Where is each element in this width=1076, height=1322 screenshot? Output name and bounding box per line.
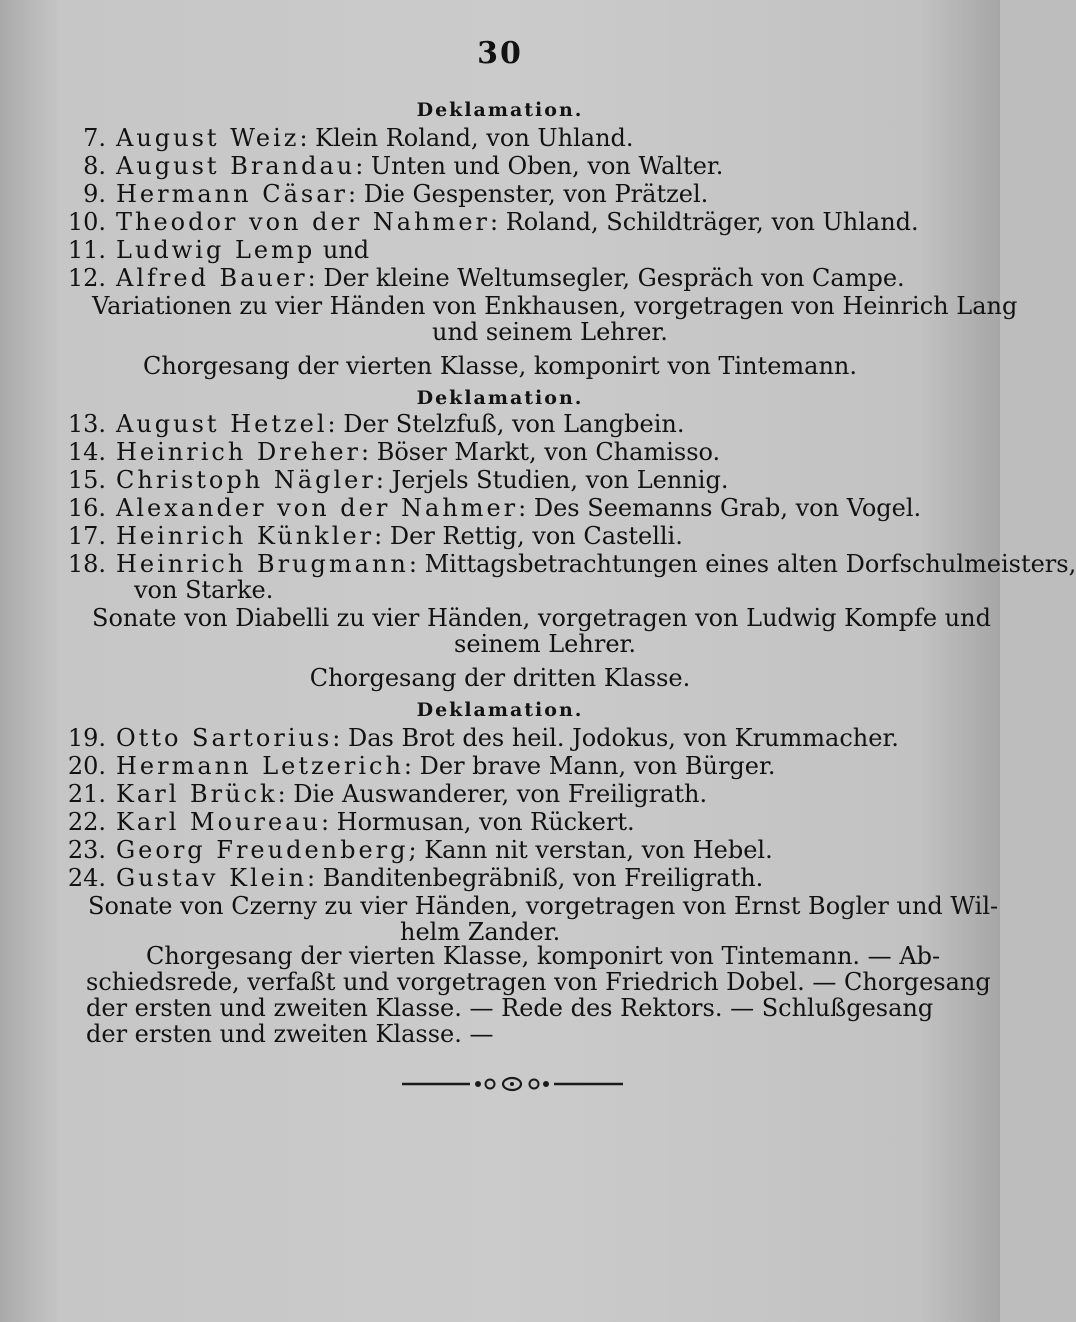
program-item-16 [62,494,921,522]
recitation-title: : Klein Roland, von Uhland. [299,124,634,152]
recitation-title: : Der kleine Weltumsegler, Gespräch von Campe. [307,264,905,292]
program-item-19 [62,724,899,752]
recitation-title: : Das Brot des heil. Jodokus, von Krummacher. [332,724,899,752]
item-number: 17. [67,522,106,550]
program-item-14 [62,438,720,466]
item-number: 21. [67,780,106,808]
recitation-title: : Hormusan, von Rückert. [320,808,635,836]
program-item-21 [62,780,707,808]
item-number: 13. [67,410,106,438]
item-number: 14. [67,438,106,466]
program-item-24 [62,864,763,892]
recitation-title: ; Kann nit verstan, von Hebel. [408,836,773,864]
section-heading-deklamation-2: Deklamation. [416,387,584,409]
performer-name: Ludwig Lemp [116,236,316,264]
program-item-10 [62,208,919,236]
recitation-title: : Mittagsbetrachtungen eines alten Dorfschulmeisters, [408,550,1076,578]
performer-name: Heinrich Brugmann [116,550,409,578]
performer-name: Alfred Bauer [116,264,308,292]
recitation-title: : Die Auswanderer, von Freiligrath. [277,780,708,808]
item-number: 15. [67,466,106,494]
recitation-title: : Jerjels Studien, von Lennig. [375,466,729,494]
performer-name: Heinrich Dreher [116,438,361,466]
performer-name: Alexander von der Nahmer [116,494,519,522]
item-number: 10. [67,208,106,236]
recitation-title: : Der Rettig, von Castelli. [374,522,683,550]
item-number: 19. [67,724,106,752]
closing-paragraph-line-1: Chorgesang der vierten Klasse, komponirt von Tintemann. — Ab- [146,942,941,970]
program-item-7 [62,124,634,152]
program-item-15 [62,466,728,494]
sonate-czerny-line-1: Sonate von Czerny zu vier Händen, vorgetragen von Ernst Bogler und Wil- [88,892,999,920]
chorgesang-heading-1: Chorgesang der vierten Klasse, komponirt von Tintemann. [142,352,858,380]
recitation-title: : Die Gespenster, von Prätzel. [347,180,709,208]
program-item-9 [62,180,708,208]
performer-name: Christoph Nägler [116,466,376,494]
performer-name: Karl Brück [116,780,278,808]
sonate-diabelli-line-1: Sonate von Diabelli zu vier Händen, vorgetragen von Ludwig Kompfe und [92,604,991,632]
performer-name: August Brandau [116,152,356,180]
sonate-diabelli-line-2: seinem Lehrer. [454,630,636,658]
recitation-title: : Roland, Schildträger, von Uhland. [490,208,919,236]
closing-paragraph-line-2: schiedsrede, verfaßt und vorgetragen von Friedrich Dobel. — Chorgesang [86,968,991,996]
page-number: 30 [477,36,523,71]
item-number: 24. [67,864,106,892]
recitation-title: : Der brave Mann, von Bürger. [403,752,776,780]
chorgesang-heading-2: Chorgesang der dritten Klasse. [309,664,691,692]
item-number: 7. [83,124,106,152]
sonate-czerny-line-2: helm Zander. [400,918,561,946]
closing-paragraph-line-4: der ersten und zweiten Klasse. — [86,1020,494,1048]
performer-name: Hermann Cäsar [116,180,348,208]
recitation-title: und [315,236,370,264]
item-number: 23. [67,836,106,864]
section-heading-deklamation-1: Deklamation. [416,99,584,121]
program-item-20 [62,752,775,780]
closing-paragraph-line-3: der ersten und zweiten Klasse. — Rede des Rektors. — Schlußgesang [86,994,934,1022]
item-number: 16. [67,494,106,522]
decorative-ornament-divider [400,1074,625,1094]
program-item-23 [62,836,773,864]
recitation-title: : Unten und Oben, von Walter. [355,152,724,180]
performer-name: August Hetzel [116,410,328,438]
section-heading-deklamation-3: Deklamation. [416,699,584,721]
item-number: 8. [83,152,106,180]
program-item-18 [62,550,1076,578]
item-number: 22. [67,808,106,836]
performer-name: Georg Freudenberg [116,836,409,864]
recitation-title: : Böser Markt, von Chamisso. [361,438,721,466]
performer-name: Gustav Klein [116,864,308,892]
item-number: 20. [67,752,106,780]
program-item-13 [62,410,685,438]
item-number: 12. [67,264,106,292]
performer-name: Theodor von der Nahmer [116,208,490,236]
program-item-11 [62,236,369,264]
item-number: 9. [83,180,106,208]
performer-name: Otto Sartorius [116,724,333,752]
performer-name: Heinrich Künkler [116,522,375,550]
performer-name: Karl Moureau [116,808,321,836]
program-item-17 [62,522,683,550]
performer-name: Hermann Letzerich [116,752,404,780]
variationen-line-1: Variationen zu vier Händen von Enkhausen, vorgetragen von Heinrich Lang [92,292,1018,320]
program-item-18-continuation: von Starke. [134,576,274,604]
program-item-8 [62,152,723,180]
recitation-title: : Des Seemanns Grab, von Vogel. [518,494,922,522]
program-item-22 [62,808,635,836]
item-number: 18. [67,550,106,578]
recitation-title: : Der Stelzfuß, von Langbein. [327,410,685,438]
recitation-title: : Banditenbegräbniß, von Freiligrath. [307,864,764,892]
item-number: 11. [67,236,106,264]
performer-name: August Weiz [116,124,300,152]
variationen-line-2: und seinem Lehrer. [432,318,668,346]
program-item-12 [62,264,905,292]
